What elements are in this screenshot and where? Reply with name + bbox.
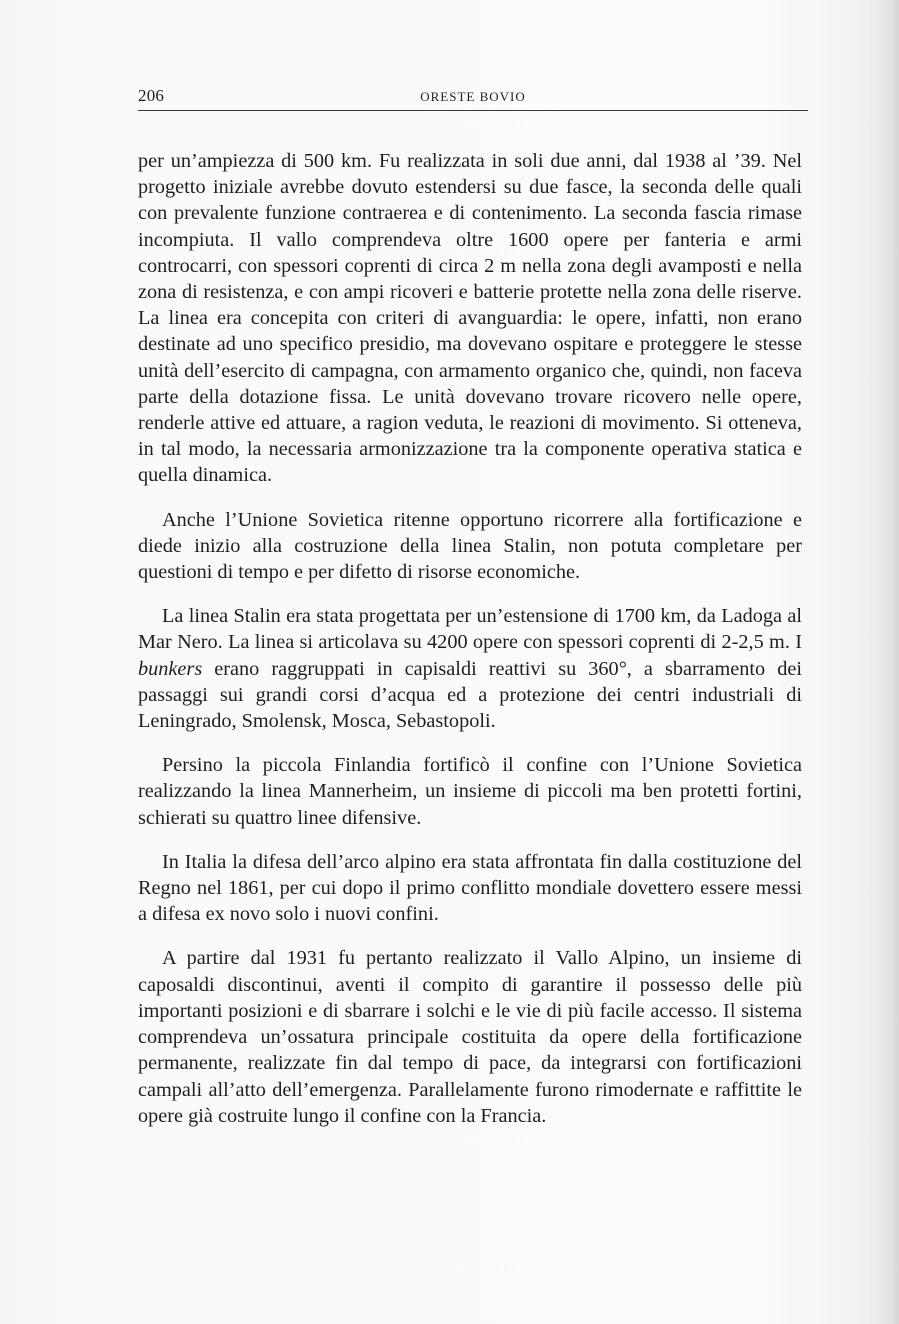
italic-term: bunkers xyxy=(138,657,203,680)
paragraph-continued: per un’ampiezza di 500 km. Fu realizzata in soli due anni, dal 1938 al ’39. Nel progetto iniziale avrebbe dovuto estendersi su due fasce, la seconda delle quali con prevalente funzione contraerea e di contenimento. La seconda fascia rimase incompiuta. Il vallo comprendeva oltre 1600 opere per fanteria e armi controcarri, con spessori coprenti di circa 2 m nella zona degli avamposti e nella zona di resistenza, e con ampi ricoveri e batterie protette nella zona delle riserve. La linea era concepita con criteri di avanguardia: le opere, infatti, non erano destinate ad uno specifico presidio, ma dovevano ospitare e proteggere le stesse unità dell’esercito di campagna, con armamento organico che, quindi, non faceva parte della dotazione fissa. Le unità dovevano trovare ricovero nelle opere, renderle attive ed attuare, a ragion veduta, le reazioni di movimento. Si otteneva, in tal modo, la necessaria armonizzazione tra la componente operativa statica e quella dinamica. xyxy=(138,150,802,487)
body-text xyxy=(138,148,802,1147)
page-edge-shadow xyxy=(877,0,899,1324)
paragraph-vallo-alpino: A partire dal 1931 fu pertanto realizzato il Vallo Alpino, un insieme di caposaldi discontinui, aventi il compito di garantire il possesso delle più importanti posizioni e di sbarrare i solchi e le vie di più facile accesso. Il sistema comprendeva un’ossatura principale costituita da opere della fortificazione permanente, realizzate fin dal tempo di pace, da integrarsi con fortificazioni campali all’atto dell’emergenza. Parallelamente furono rimodernate e raffittite le opere già costruite lungo il confine con la Francia. xyxy=(138,947,802,1127)
paragraph-soviet-union: Anche l’Unione Sovietica ritenne opportuno ricorrere alla fortificazione e diede inizio alla costruzione della linea Stalin, non potuta completare per questioni di tempo e per difetto di risorse economiche. xyxy=(138,508,802,584)
paragraph-italy: In Italia la difesa dell’arco alpino era stata affrontata fin dalla costituzione del Regno nel 1861, per cui dopo il primo conflitto mondiale dovettero essere messi a difesa ex novo solo i nuovi confini. xyxy=(138,850,802,926)
paragraph-text-segment: La linea Stalin era stata progettata per un’estensione di 1700 km, da Ladoga al Mar Nero. La linea si articolava su 4200 opere con spessori coprenti di 2-2,5 m. I xyxy=(138,605,802,654)
page-number: 206 xyxy=(138,86,165,105)
paragraph-stalin-line xyxy=(138,603,802,734)
paragraph-finland: Persino la piccola Finlandia fortificò il confine con l’Unione Sovietica realizzando la linea Mannerheim, un insieme di piccoli ma ben protetti fortini, schierati su quattro linee difensive. xyxy=(138,754,802,829)
running-head: ORESTE BOVIO xyxy=(420,89,526,104)
paragraph-text-segment: erano raggruppati in capisaldi reattivi su 360°, a sbarramento dei passaggi sui grandi corsi d’acqua ed a protezione dei centri industriali di Leningrado, Smolensk, Mosca, Sebastopoli. xyxy=(138,657,802,733)
page-header xyxy=(138,84,808,111)
